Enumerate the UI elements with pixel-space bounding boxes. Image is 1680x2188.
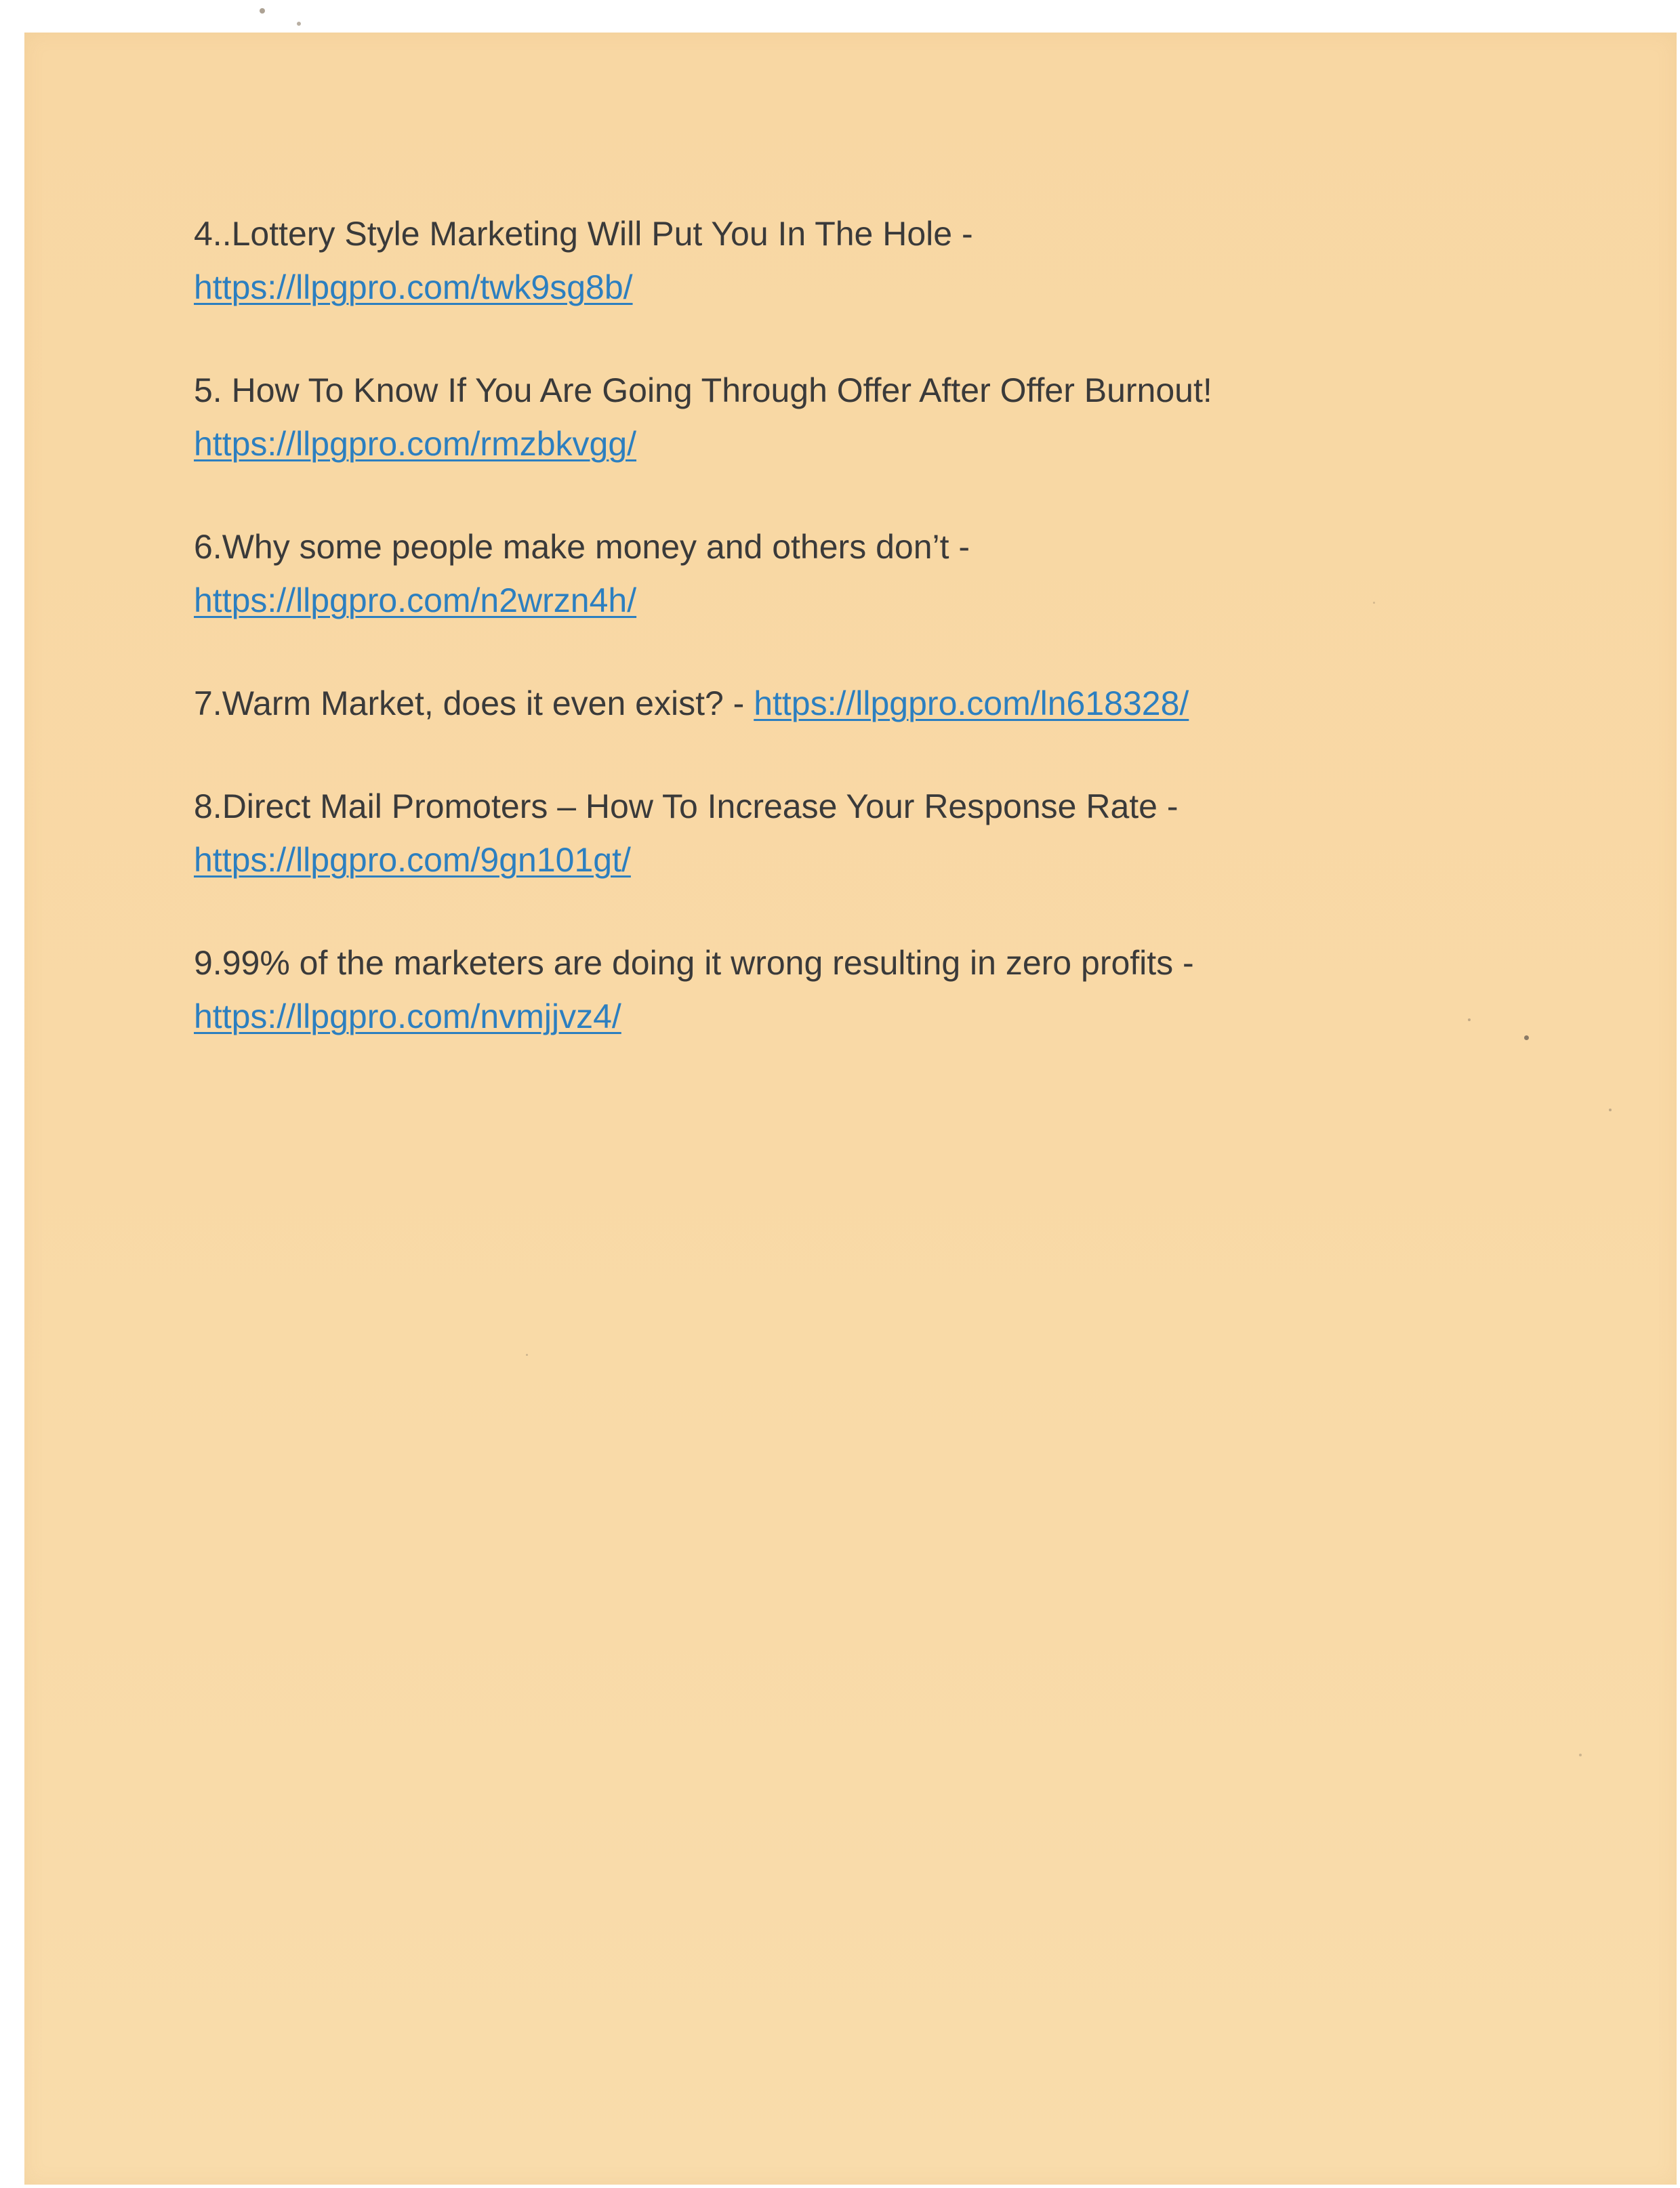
list-item-6 xyxy=(194,520,1549,627)
item-title: 7.Warm Market, does it even exist? - xyxy=(194,684,754,722)
item-link[interactable]: https://llpgpro.com/9gn101gt/ xyxy=(194,841,631,879)
list-item-8 xyxy=(194,780,1549,887)
scan-speck xyxy=(1609,1109,1612,1111)
list-item-7 xyxy=(194,677,1549,730)
scan-speck xyxy=(526,1354,528,1356)
item-title: 8.Direct Mail Promoters – How To Increase Your Response Rate - xyxy=(194,787,1179,825)
scanned-page xyxy=(24,33,1677,2185)
item-title: 4..Lottery Style Marketing Will Put You In The Hole - xyxy=(194,215,973,253)
scan-speck xyxy=(1579,1754,1582,1756)
list-item-9 xyxy=(194,936,1549,1044)
item-link[interactable]: https://llpgpro.com/rmzbkvgg/ xyxy=(194,425,637,463)
scan-speck xyxy=(260,8,265,14)
item-title: 5. How To Know If You Are Going Through Offer After Offer Burnout! xyxy=(194,371,1212,409)
item-title: 6.Why some people make money and others don’t - xyxy=(194,528,970,566)
scan-speck xyxy=(297,22,301,26)
item-title: 9.99% of the marketers are doing it wrong resulting in zero profits - xyxy=(194,944,1194,982)
list-item-5 xyxy=(194,364,1549,471)
scan-speck xyxy=(1373,602,1375,604)
scan-speck xyxy=(1468,1018,1471,1021)
link-list xyxy=(194,207,1549,1093)
list-item-4 xyxy=(194,207,1549,314)
item-link[interactable]: https://llpgpro.com/ln618328/ xyxy=(754,684,1189,722)
item-link[interactable]: https://llpgpro.com/nvmjjvz4/ xyxy=(194,997,621,1035)
scan-speck xyxy=(1524,1035,1529,1040)
item-link[interactable]: https://llpgpro.com/n2wrzn4h/ xyxy=(194,581,637,619)
item-link[interactable]: https://llpgpro.com/twk9sg8b/ xyxy=(194,268,633,306)
